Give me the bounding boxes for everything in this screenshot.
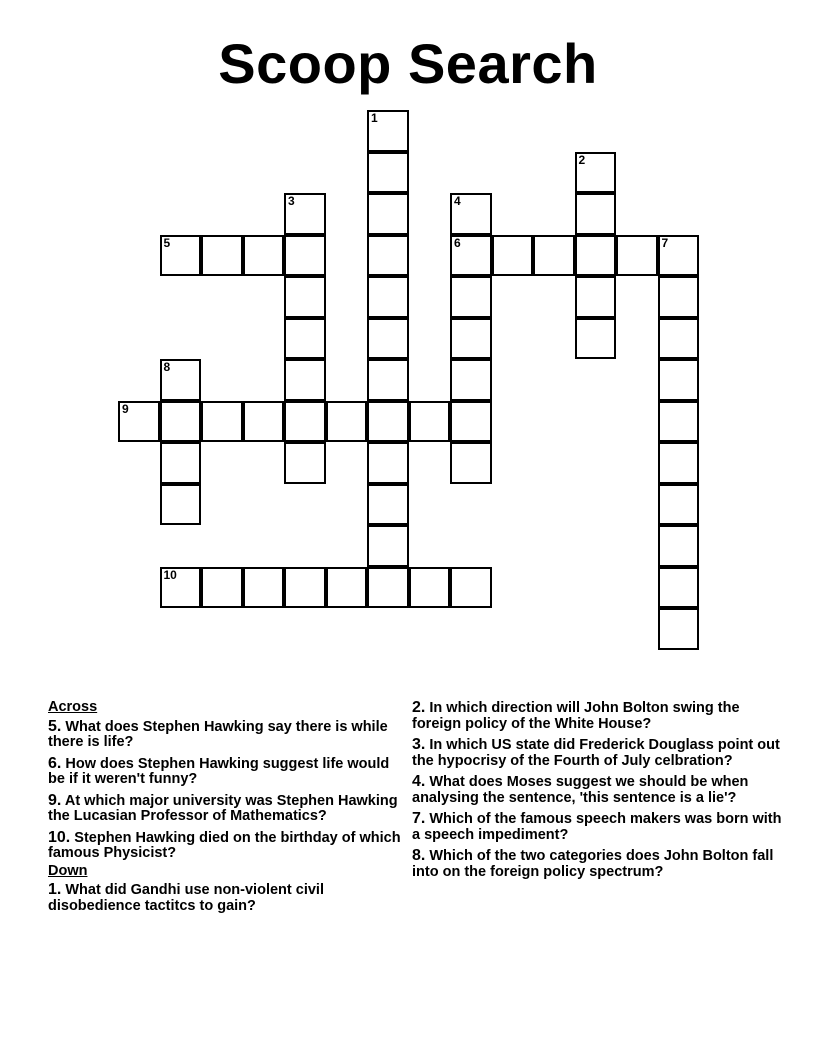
clue-number: 3.: [412, 736, 426, 753]
grid-cell[interactable]: [367, 276, 409, 318]
grid-cell[interactable]: [658, 484, 700, 526]
grid-cell[interactable]: [658, 318, 700, 360]
clue-number: 6.: [48, 754, 62, 772]
grid-cell[interactable]: [575, 235, 617, 277]
grid-cell[interactable]: [367, 152, 409, 194]
grid-cell[interactable]: [284, 401, 326, 443]
grid-cell[interactable]: [160, 567, 202, 609]
clue-number: 2.: [412, 699, 426, 716]
grid-cell[interactable]: [243, 401, 285, 443]
clue-text: Which of the two categories does John Bolton fall into on the foreign policy spectrum?: [412, 848, 774, 880]
clue-number-label: 4: [454, 194, 461, 208]
clue-number-label: 3: [288, 194, 295, 208]
grid-cell[interactable]: [367, 193, 409, 235]
grid-cell[interactable]: [367, 442, 409, 484]
grid-cell[interactable]: [658, 442, 700, 484]
grid-cell[interactable]: [326, 567, 368, 609]
grid-cell[interactable]: [284, 276, 326, 318]
grid-cell[interactable]: [160, 235, 202, 277]
grid-cell[interactable]: [284, 359, 326, 401]
grid-cell[interactable]: [450, 442, 492, 484]
grid-cell[interactable]: [160, 484, 202, 526]
clue-number: 5.: [48, 717, 62, 735]
grid-cell[interactable]: [450, 567, 492, 609]
grid-cell[interactable]: [367, 567, 409, 609]
grid-cell[interactable]: [658, 235, 700, 277]
grid-cell[interactable]: [616, 235, 658, 277]
clue-text: Stephen Hawking died on the birthday of which famous Physicist?: [48, 829, 401, 861]
grid-cell[interactable]: [284, 318, 326, 360]
grid-cell[interactable]: [658, 525, 700, 567]
grid-cell[interactable]: [533, 235, 575, 277]
clue-across-9: [48, 793, 408, 825]
grid-cell[interactable]: [450, 401, 492, 443]
grid-cell[interactable]: [450, 318, 492, 360]
grid-cell[interactable]: [367, 318, 409, 360]
puzzle-title: Scoop Search: [218, 32, 598, 95]
down-heading: Down: [48, 862, 88, 879]
clue-number-label: 2: [578, 152, 586, 167]
grid-cell[interactable]: [284, 442, 326, 484]
clue-number-label: 9: [122, 401, 129, 416]
clue-across-10: [48, 830, 408, 862]
clue-across-6: [48, 756, 408, 788]
clue-text: At which major university was Stephen Hawking the Lucasian Professor of Mathematics?: [48, 792, 398, 824]
grid-cell[interactable]: [367, 525, 409, 567]
grid-cell[interactable]: [201, 401, 243, 443]
grid-cell[interactable]: [575, 318, 617, 360]
clue-number: 7.: [412, 810, 426, 827]
clues-right-column: [412, 700, 782, 885]
grid-cell[interactable]: [575, 152, 617, 194]
grid-cell[interactable]: [575, 193, 617, 235]
clue-down-8: [412, 848, 782, 880]
grid-cell[interactable]: [326, 401, 368, 443]
clue-text: In which direction will John Bolton swing the foreign policy of the White House?: [412, 700, 740, 732]
clue-number: 9.: [48, 791, 62, 809]
grid-cell[interactable]: [160, 401, 202, 443]
grid-cell[interactable]: [450, 276, 492, 318]
grid-cell[interactable]: [658, 608, 700, 650]
clue-number-label: 7: [661, 235, 669, 250]
grid-cell[interactable]: [160, 359, 202, 401]
across-clue-list: [48, 719, 408, 862]
grid-cell[interactable]: [367, 484, 409, 526]
grid-cell[interactable]: [658, 401, 700, 443]
clue-number-label: 1: [371, 111, 378, 125]
clue-number: 8.: [412, 847, 426, 864]
grid-cell[interactable]: [658, 276, 700, 318]
clue-text: Which of the famous speech makers was born with a speech impediment?: [412, 811, 782, 843]
grid-cell[interactable]: [201, 567, 243, 609]
clue-down-3: [412, 737, 782, 769]
grid-cell[interactable]: [367, 359, 409, 401]
across-heading: Across: [48, 699, 98, 715]
clue-across-5: [48, 719, 408, 751]
grid-cell[interactable]: [284, 193, 326, 235]
grid-cell[interactable]: [367, 235, 409, 277]
clue-text: How does Stephen Hawking suggest life would be if it weren't funny?: [48, 755, 390, 787]
grid-cell[interactable]: [243, 235, 285, 277]
clues-left-column: [48, 700, 408, 919]
grid-cell[interactable]: [284, 235, 326, 277]
clue-number-label: 10: [163, 567, 177, 582]
clue-text: What did Gandhi use non-violent civil disobedience tactitcs to gain?: [48, 882, 324, 914]
grid-cell[interactable]: [658, 359, 700, 401]
clue-down-2: [412, 700, 782, 732]
clue-text: In which US state did Frederick Douglass point out the hypocrisy of the Fourth of July celbration?: [412, 737, 780, 769]
grid-cell[interactable]: [118, 401, 160, 443]
clue-number-label: 6: [454, 235, 461, 250]
clue-number: 4.: [412, 773, 426, 790]
grid-cell[interactable]: [201, 235, 243, 277]
clue-down-1: [48, 882, 408, 914]
grid-cell[interactable]: [658, 567, 700, 609]
clue-number-label: 5: [163, 235, 171, 250]
grid-cell[interactable]: [450, 235, 492, 277]
grid-cell[interactable]: [243, 567, 285, 609]
grid-cell[interactable]: [450, 359, 492, 401]
clue-down-7: [412, 811, 782, 843]
clue-number: 1.: [48, 881, 62, 898]
grid-cell[interactable]: [367, 401, 409, 443]
grid-cell[interactable]: [367, 110, 409, 152]
grid-cell[interactable]: [284, 567, 326, 609]
clue-number: 10.: [48, 828, 71, 846]
grid-cell[interactable]: [492, 235, 534, 277]
clue-number-label: 8: [163, 360, 171, 374]
clue-down-4: [412, 774, 782, 806]
grid-cell[interactable]: [450, 193, 492, 235]
grid-cell[interactable]: [409, 567, 451, 609]
grid-cell[interactable]: [575, 276, 617, 318]
clue-text: What does Stephen Hawking say there is while there is life?: [48, 718, 388, 750]
grid-cell[interactable]: [409, 401, 451, 443]
grid-cell[interactable]: [160, 442, 202, 484]
clue-text: What does Moses suggest we should be when analysing the sentence, 'this sentence is a lie'?: [412, 774, 749, 806]
